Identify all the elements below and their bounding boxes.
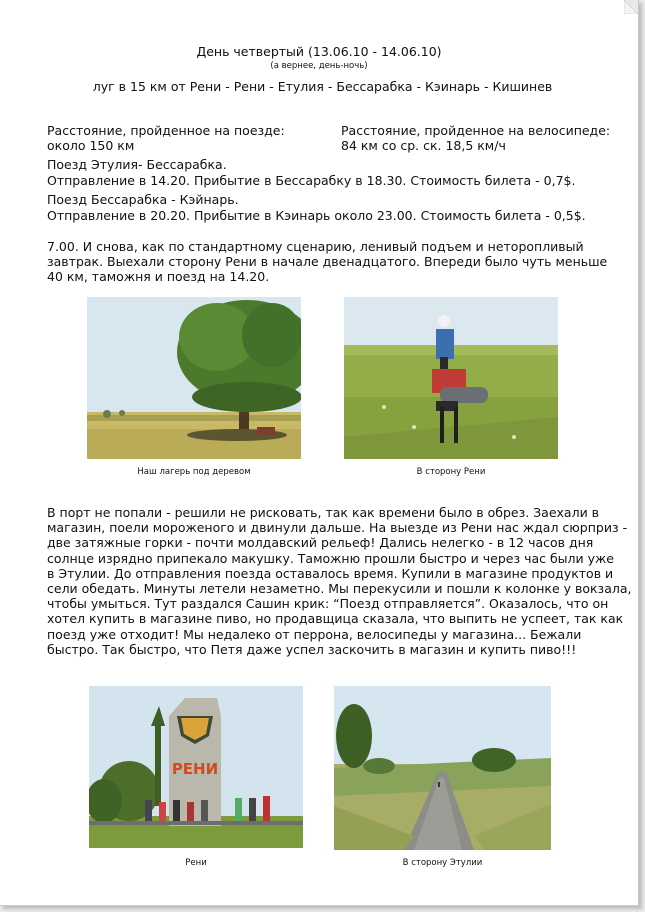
bike-distance-label: Расстояние, пройденное на велосипеде: <box>341 123 611 138</box>
paragraph-morning <box>47 239 607 285</box>
paragraph-port <box>47 505 631 657</box>
page-subtitle: (а вернее, день-ночь) <box>270 61 368 71</box>
train-distance-label: Расстояние, пройденное на поезде: <box>47 123 285 138</box>
camp-caption: Наш лагерь под деревом <box>137 467 251 477</box>
paragraph-line: чтобы умыться. Тут раздался Сашин крик: “Поезд отправляется”. Оказалось, что он <box>47 596 609 612</box>
paragraph-line: 7.00. И снова, как по стандартному сценарию, ленивый подъем и неторопливый <box>47 239 584 254</box>
paragraph-line: 40 км, таможня и поезд на 14.20. <box>47 269 270 285</box>
train-1-details: Отправление в 14.20. Прибытие в Бессарабку в 18.30. Стоимость билета - 0,7$. <box>47 173 576 188</box>
toward-reni-caption: В сторону Рени <box>416 467 486 477</box>
reni-sign-photo <box>89 686 303 848</box>
page-curl-icon <box>624 0 638 14</box>
paragraph-line: В порт не попали - решили не рисковать, так как времени было в обрез. Заехали в <box>47 505 600 520</box>
reni-sign-text: РЕНИ <box>171 760 219 778</box>
camp-photo <box>87 297 301 459</box>
train-2-details: Отправление в 20.20. Прибытие в Кэинарь около 23.00. Стоимость билета - 0,5$. <box>47 208 586 223</box>
paragraph-line: хотел купить в магазине пиво, но продавщица сказала, что выпить не успеет, так как <box>47 611 624 627</box>
route-line: луг в 15 км от Рени - Рени - Етулия - Бессарабка - Кэинарь - Кишинев <box>92 79 553 94</box>
train-1-route: Поезд Этулия- Бессарабка. <box>47 157 227 172</box>
paragraph-line: две затяжные горки - почти молдавский рельеф! Дались нелегко - в 12 часов дня <box>47 535 594 551</box>
train-2-route: Поезд Бессарабка - Кэйнарь. <box>47 192 239 207</box>
paragraph-line: солнце изрядно припекало макушку. Таможню прошли быстро и через час были уже <box>47 550 614 566</box>
toward-etulia-caption: В сторону Этулии <box>402 858 483 868</box>
bike-distance-value: 84 км со ср. ск. 18,5 км/ч <box>341 138 506 153</box>
toward-etulia-photo <box>334 686 551 850</box>
paragraph-line: в Этулии. До отправления поезда оставалось время. Купили в магазине продуктов и <box>47 565 614 581</box>
train-distance-value: около 150 км <box>47 138 135 153</box>
reni-caption: Рени <box>185 858 207 868</box>
paragraph-line: завтрак. Выехали сторону Рени в начале двенадцатого. Впереди было чуть меньше <box>47 254 608 270</box>
paragraph-line: сели обедать. Минуты летели незаметно. Мы перекусили и пошли к колонке у вокзала, <box>47 581 632 597</box>
paragraph-line: магазин, поели мороженого и двинули дальше. На выезде из Рени нас ждал сюрприз - <box>47 520 628 536</box>
paragraph-line: быстро. Так быстро, что Петя даже успел заскочить в магазин и купить пиво!!! <box>47 641 577 657</box>
paragraph-line: поезд уже отходит! Мы недалеко от перрона, велосипеды у магазина... Бежали <box>47 626 582 642</box>
page-title: День четвертый (13.06.10 - 14.06.10) <box>196 44 442 59</box>
toward-reni-photo <box>344 297 558 459</box>
